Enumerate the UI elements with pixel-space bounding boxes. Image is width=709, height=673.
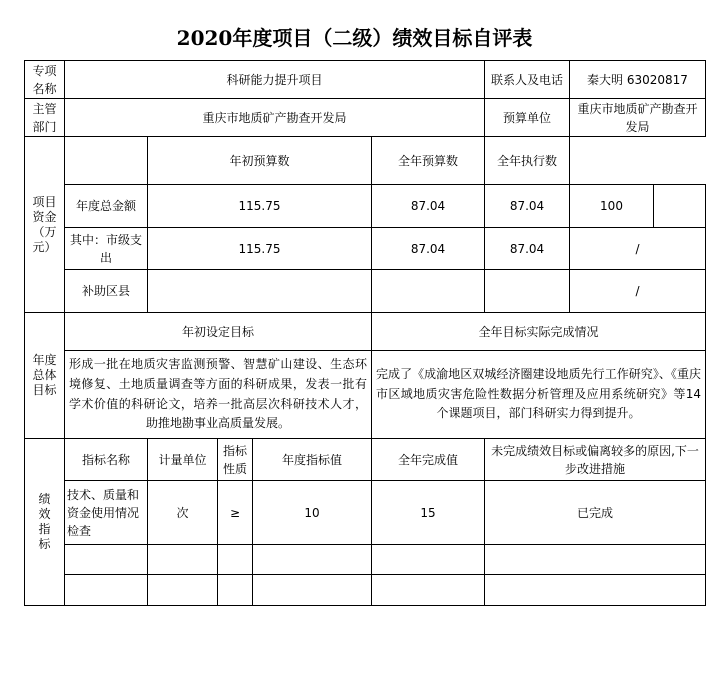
- funds-row-county-executed: [485, 270, 570, 313]
- perf-col-name: 指标名称: [65, 439, 148, 481]
- funds-row-total-label: 年度总金额: [65, 185, 148, 228]
- perf-col-actual: 全年完成值: [372, 439, 485, 481]
- funds-row-total-annual: 87.04: [372, 185, 485, 228]
- perf-row-3-actual: [372, 575, 485, 606]
- funds-row-county-annual: [372, 270, 485, 313]
- perf-row-2-nature: [218, 545, 253, 575]
- contact-label: 联系人及电话: [485, 61, 570, 99]
- perf-row-2-target: [253, 545, 372, 575]
- funds-section-label: 项目资金（万元）: [25, 137, 65, 313]
- page-title: 2020年度项目（二级）绩效目标自评表: [176, 26, 533, 50]
- overall-initial-goal-text: 形成一批在地质灾害监测预警、智慧矿山建设、生态环境修复、土地质量调查等方面的科研成果，发表一批有学术价值的科研论文，培养一批高层次科研技术人才，助推地勘事业高质量发展。: [65, 351, 372, 439]
- evaluation-table: [24, 60, 706, 606]
- perf-row-2-name: [65, 545, 148, 575]
- funds-row-city-executed: 87.04: [485, 228, 570, 270]
- perf-row-3-target: [253, 575, 372, 606]
- funds-row-city-rate-reason: /: [570, 228, 706, 270]
- perf-row-3-name: [65, 575, 148, 606]
- budget-unit-label: 预算单位: [485, 99, 570, 137]
- perf-row-3-nature: [218, 575, 253, 606]
- funds-row-total-executed: 87.04: [485, 185, 570, 228]
- funds-row-county-label: 补助区县: [65, 270, 148, 313]
- overall-actual-label: 全年目标实际完成情况: [372, 313, 706, 351]
- funds-row-city-label: 其中：市级支出: [65, 228, 148, 270]
- overall-actual-text: 完成了《成渝地区双城经济圈建设地质先行工作研究》、《重庆市区域地质灾害危险性数据分析管理及应用系统研究》等14个课题项目，部门科研实力得到提升。: [372, 351, 706, 439]
- contact-value: 秦大明 63020817: [570, 61, 706, 99]
- perf-row-1-name: 技术、质量和资金使用情况检查: [65, 481, 148, 545]
- budget-unit-value: 重庆市地质矿产勘查开发局: [570, 99, 706, 137]
- overall-section-label: 年度总体目标: [25, 313, 65, 439]
- perf-row-2-unit: [148, 545, 218, 575]
- perf-col-unit: 计量单位: [148, 439, 218, 481]
- project-name-value: 科研能力提升项目: [65, 61, 485, 99]
- project-name-label: 专项名称: [25, 61, 65, 99]
- perf-row-1-note: 已完成: [485, 481, 706, 545]
- funds-row-total-rate-reason: [570, 185, 706, 228]
- perf-col-nature: 指标性质: [218, 439, 253, 481]
- funds-header-blank: [65, 137, 148, 185]
- funds-row-total-initial: 115.75: [148, 185, 372, 228]
- funds-row-total-rate: 100: [570, 185, 654, 227]
- funds-row-city-annual: 87.04: [372, 228, 485, 270]
- funds-row-city-initial: 115.75: [148, 228, 372, 270]
- overall-initial-goal-label: 年初设定目标: [65, 313, 372, 351]
- perf-row-3-unit: [148, 575, 218, 606]
- perf-col-note: 未完成绩效目标或偏离较多的原因,下一步改进措施: [485, 439, 706, 481]
- perf-row-1-actual: 15: [372, 481, 485, 545]
- funds-row-county-initial: [148, 270, 372, 313]
- department-label: 主管部门: [25, 99, 65, 137]
- perf-row-2-note: [485, 545, 706, 575]
- perf-row-1-target: 10: [253, 481, 372, 545]
- perf-row-1-nature: ≥: [218, 481, 253, 545]
- funds-col-executed: 全年执行数: [485, 137, 570, 185]
- perf-row-1-unit: 次: [148, 481, 218, 545]
- funds-col-annual: 全年预算数: [372, 137, 485, 185]
- perf-col-target: 年度指标值: [253, 439, 372, 481]
- funds-row-county-rate-reason: /: [570, 270, 706, 313]
- funds-row-total-reason: [654, 185, 705, 227]
- funds-col-initial: 年初预算数: [148, 137, 372, 185]
- perf-row-3-note: [485, 575, 706, 606]
- department-value: 重庆市地质矿产勘查开发局: [65, 99, 485, 137]
- performance-section-label: 绩效指标: [25, 439, 65, 606]
- perf-row-2-actual: [372, 545, 485, 575]
